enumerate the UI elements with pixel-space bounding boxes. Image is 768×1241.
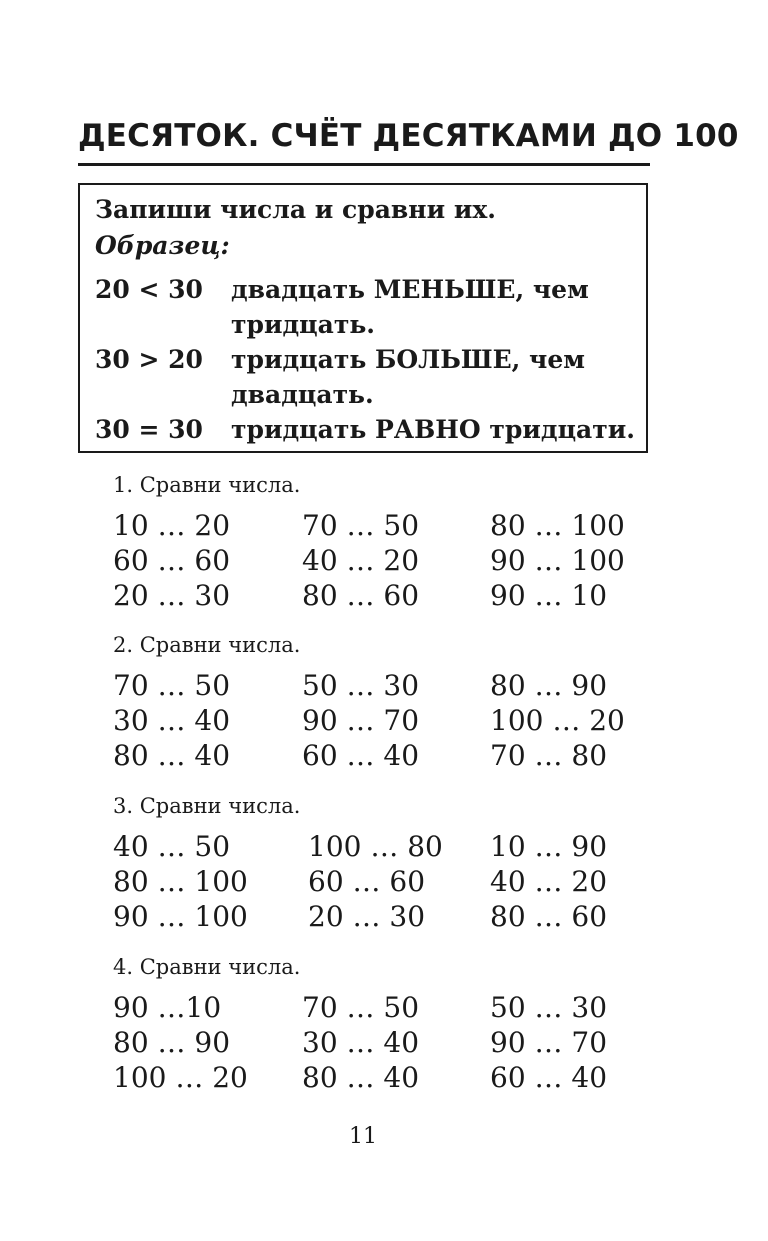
comparison-cell: 90 … 70 bbox=[490, 1026, 608, 1059]
comparison-cell: 50 … 30 bbox=[490, 991, 608, 1024]
example-expression: 20 < 30 bbox=[95, 275, 203, 304]
comparison-cell: 70 … 80 bbox=[490, 739, 608, 772]
comparison-cell: 100 … 20 bbox=[490, 704, 625, 737]
rule-instruction: Запиши числа и сравни их. bbox=[95, 195, 496, 224]
sample-label: Образец: bbox=[95, 231, 230, 260]
rule-box bbox=[78, 183, 648, 453]
example-expression: 30 > 20 bbox=[95, 345, 203, 374]
comparison-cell: 60 … 60 bbox=[308, 865, 426, 898]
comparison-cell: 80 … 40 bbox=[113, 739, 231, 772]
example-text-continued: двадцать. bbox=[231, 380, 374, 409]
comparison-cell: 60 … 60 bbox=[113, 544, 231, 577]
exercise-heading: 2. Сравни числа. bbox=[113, 633, 301, 657]
example-expression: 30 = 30 bbox=[95, 415, 203, 444]
comparison-cell: 70 … 50 bbox=[302, 509, 420, 542]
comparison-cell: 90 … 100 bbox=[113, 900, 248, 933]
comparison-cell: 80 … 100 bbox=[490, 509, 625, 542]
exercise-heading: 4. Сравни числа. bbox=[113, 955, 301, 979]
exercise-heading: 3. Сравни числа. bbox=[113, 794, 301, 818]
comparison-cell: 30 … 40 bbox=[113, 704, 231, 737]
comparison-cell: 40 … 20 bbox=[490, 865, 608, 898]
comparison-cell: 90 … 100 bbox=[490, 544, 625, 577]
comparison-cell: 60 … 40 bbox=[302, 739, 420, 772]
example-text: тридцать БОЛЬШЕ, чем bbox=[231, 345, 585, 374]
example-text-continued: тридцать. bbox=[231, 310, 376, 339]
comparison-cell: 20 … 30 bbox=[113, 579, 231, 612]
exercise-heading: 1. Сравни числа. bbox=[113, 473, 301, 497]
comparison-cell: 20 … 30 bbox=[308, 900, 426, 933]
comparison-cell: 100 … 80 bbox=[308, 830, 443, 863]
comparison-cell: 90 …10 bbox=[113, 991, 222, 1024]
comparison-cell: 70 … 50 bbox=[113, 669, 231, 702]
comparison-cell: 80 … 60 bbox=[302, 579, 420, 612]
page-title: ДЕСЯТОК. СЧЁТ ДЕСЯТКАМИ ДО 100 bbox=[78, 112, 650, 166]
comparison-cell: 70 … 50 bbox=[302, 991, 420, 1024]
comparison-cell: 30 … 40 bbox=[302, 1026, 420, 1059]
comparison-cell: 50 … 30 bbox=[302, 669, 420, 702]
comparison-cell: 40 … 20 bbox=[302, 544, 420, 577]
comparison-cell: 80 … 90 bbox=[113, 1026, 231, 1059]
comparison-cell: 80 … 90 bbox=[490, 669, 608, 702]
comparison-cell: 10 … 90 bbox=[490, 830, 608, 863]
comparison-cell: 40 … 50 bbox=[113, 830, 231, 863]
comparison-cell: 80 … 40 bbox=[302, 1061, 420, 1094]
comparison-cell: 90 … 10 bbox=[490, 579, 608, 612]
comparison-cell: 80 … 60 bbox=[490, 900, 608, 933]
page-number: 11 bbox=[349, 1124, 377, 1149]
example-text: двадцать МЕНЬШЕ, чем bbox=[231, 275, 589, 304]
comparison-cell: 90 … 70 bbox=[302, 704, 420, 737]
example-text: тридцать РАВНО тридцати. bbox=[231, 415, 635, 444]
comparison-cell: 10 … 20 bbox=[113, 509, 231, 542]
comparison-cell: 80 … 100 bbox=[113, 865, 248, 898]
comparison-cell: 60 … 40 bbox=[490, 1061, 608, 1094]
comparison-cell: 100 … 20 bbox=[113, 1061, 248, 1094]
